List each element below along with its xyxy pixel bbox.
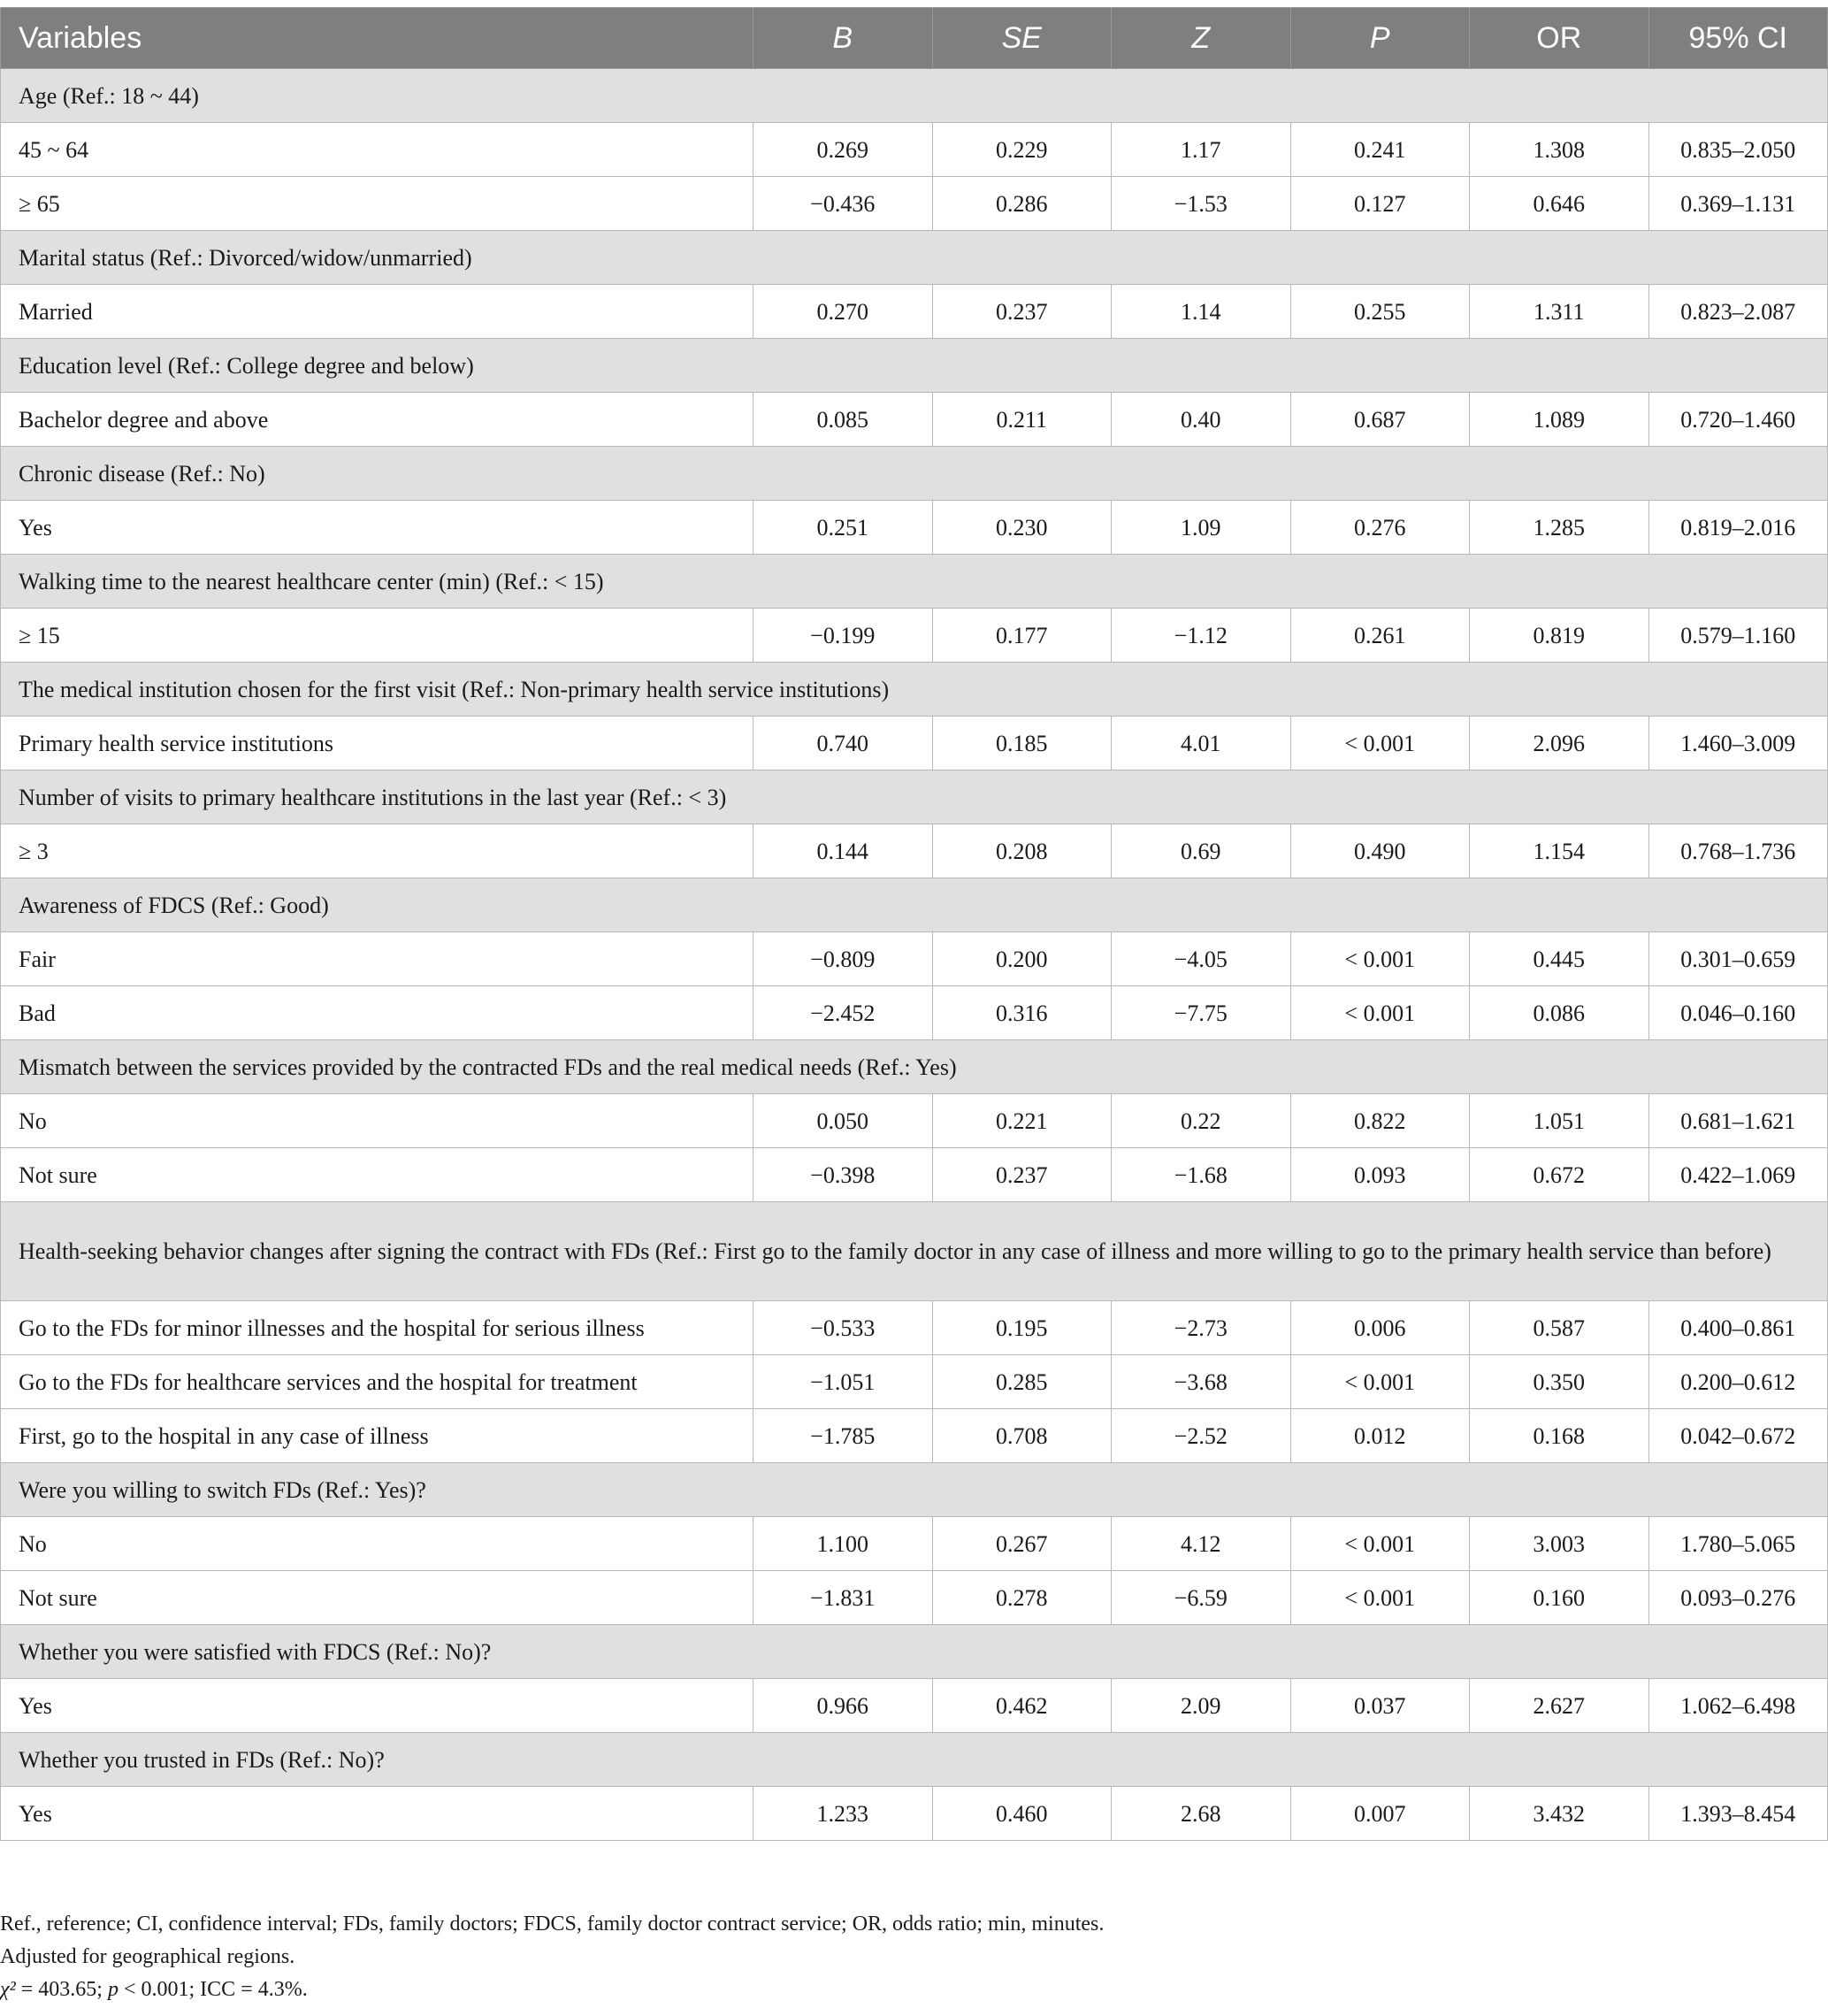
b-cell: −0.436: [753, 177, 933, 231]
b-cell: −1.831: [753, 1571, 933, 1625]
or-cell: 0.819: [1470, 609, 1649, 663]
ci-cell: 0.400–0.861: [1648, 1301, 1828, 1355]
table-group-row: [1, 231, 1828, 285]
b-cell: −0.809: [753, 932, 933, 986]
table-row: [1, 824, 1828, 878]
or-cell: 1.308: [1470, 123, 1649, 177]
z-cell: 1.14: [1112, 285, 1291, 339]
b-cell: 0.270: [753, 285, 933, 339]
se-cell: 0.230: [932, 501, 1112, 555]
z-cell: −4.05: [1112, 932, 1291, 986]
footnote-abbreviations: Ref., reference; CI, confidence interval; FDs, family doctors; FDCS, family doctor contract service; OR, odds ratio; min, minutes.: [0, 1913, 1105, 1936]
p-cell: < 0.001: [1290, 932, 1470, 986]
ci-cell: 0.093–0.276: [1648, 1571, 1828, 1625]
b-cell: 0.251: [753, 501, 933, 555]
table-footnotes: [0, 1908, 1104, 2006]
or-cell: 1.311: [1470, 285, 1649, 339]
variable-cell: 45 ~ 64: [1, 123, 753, 177]
z-cell: 2.68: [1112, 1787, 1291, 1841]
ci-cell: 0.823–2.087: [1648, 285, 1828, 339]
p-cell: < 0.001: [1290, 717, 1470, 770]
or-cell: 2.096: [1470, 717, 1649, 770]
ci-cell: 0.200–0.612: [1648, 1355, 1828, 1409]
table-row: [1, 609, 1828, 663]
b-cell: 0.269: [753, 123, 933, 177]
ci-cell: 0.301–0.659: [1648, 932, 1828, 986]
variable-cell: Primary health service institutions: [1, 717, 753, 770]
se-cell: 0.267: [932, 1517, 1112, 1571]
chi-square-value: = 403.65;: [15, 1978, 108, 2001]
table-group-row: [1, 1733, 1828, 1787]
table-row: [1, 717, 1828, 770]
z-cell: −3.68: [1112, 1355, 1291, 1409]
table-group-row: [1, 1625, 1828, 1679]
chi-square-symbol: χ²: [0, 1978, 16, 2001]
or-cell: 0.160: [1470, 1571, 1649, 1625]
group-label: Education level (Ref.: College degree and below): [1, 339, 1828, 393]
p-cell: < 0.001: [1290, 986, 1470, 1040]
group-label: Awareness of FDCS (Ref.: Good): [1, 878, 1828, 932]
p-cell: 0.007: [1290, 1787, 1470, 1841]
table-row: [1, 1409, 1828, 1463]
header-b: B: [753, 8, 933, 69]
p-cell: 0.490: [1290, 824, 1470, 878]
se-cell: 0.278: [932, 1571, 1112, 1625]
ci-cell: 1.780–5.065: [1648, 1517, 1828, 1571]
group-label: Number of visits to primary healthcare institutions in the last year (Ref.: < 3): [1, 770, 1828, 824]
or-cell: 0.672: [1470, 1148, 1649, 1202]
b-cell: −0.398: [753, 1148, 933, 1202]
table-group-row: [1, 1040, 1828, 1094]
b-cell: 0.740: [753, 717, 933, 770]
b-cell: −0.533: [753, 1301, 933, 1355]
p-cell: 0.822: [1290, 1094, 1470, 1148]
footnote-stats: [0, 1974, 1104, 2006]
group-label: Health-seeking behavior changes after signing the contract with FDs (Ref.: First go to the family doctor in any case of illness and more willing to go to the primary health service than before): [1, 1202, 1828, 1301]
b-cell: 1.233: [753, 1787, 933, 1841]
variable-cell: Not sure: [1, 1571, 753, 1625]
p-cell: 0.255: [1290, 285, 1470, 339]
ci-cell: 1.393–8.454: [1648, 1787, 1828, 1841]
b-cell: −0.199: [753, 609, 933, 663]
se-cell: 0.316: [932, 986, 1112, 1040]
table-group-row: [1, 69, 1828, 123]
se-cell: 0.185: [932, 717, 1112, 770]
p-cell: < 0.001: [1290, 1517, 1470, 1571]
group-label: Were you willing to switch FDs (Ref.: Yes)?: [1, 1463, 1828, 1517]
variable-cell: ≥ 3: [1, 824, 753, 878]
se-cell: 0.708: [932, 1409, 1112, 1463]
table-group-row: [1, 339, 1828, 393]
p-cell: 0.037: [1290, 1679, 1470, 1733]
table-group-row: [1, 770, 1828, 824]
b-cell: 1.100: [753, 1517, 933, 1571]
header-z: Z: [1112, 8, 1291, 69]
z-cell: −7.75: [1112, 986, 1291, 1040]
or-cell: 0.646: [1470, 177, 1649, 231]
table-row: [1, 285, 1828, 339]
variable-cell: First, go to the hospital in any case of illness: [1, 1409, 753, 1463]
variable-cell: ≥ 65: [1, 177, 753, 231]
or-cell: 1.089: [1470, 393, 1649, 447]
se-cell: 0.177: [932, 609, 1112, 663]
z-cell: 2.09: [1112, 1679, 1291, 1733]
p-cell: < 0.001: [1290, 1355, 1470, 1409]
z-cell: 0.22: [1112, 1094, 1291, 1148]
b-cell: 0.966: [753, 1679, 933, 1733]
variable-cell: No: [1, 1094, 753, 1148]
variable-cell: Yes: [1, 1787, 753, 1841]
ci-cell: 0.579–1.160: [1648, 609, 1828, 663]
table-group-row: [1, 447, 1828, 501]
regression-table-container: [0, 7, 1827, 1841]
table-row: [1, 986, 1828, 1040]
variable-cell: ≥ 15: [1, 609, 753, 663]
se-cell: 0.237: [932, 285, 1112, 339]
table-group-row: [1, 555, 1828, 609]
table-row: [1, 1517, 1828, 1571]
or-cell: 1.051: [1470, 1094, 1649, 1148]
table-row: [1, 1787, 1828, 1841]
variable-cell: Go to the FDs for minor illnesses and the hospital for serious illness: [1, 1301, 753, 1355]
p-cell: 0.687: [1290, 393, 1470, 447]
se-cell: 0.285: [932, 1355, 1112, 1409]
p-cell: 0.127: [1290, 177, 1470, 231]
se-cell: 0.460: [932, 1787, 1112, 1841]
b-cell: −1.785: [753, 1409, 933, 1463]
z-cell: −2.73: [1112, 1301, 1291, 1355]
b-cell: −2.452: [753, 986, 933, 1040]
header-or: OR: [1470, 8, 1649, 69]
p-cell: 0.276: [1290, 501, 1470, 555]
variable-cell: Bad: [1, 986, 753, 1040]
z-cell: −1.53: [1112, 177, 1291, 231]
z-cell: −1.68: [1112, 1148, 1291, 1202]
or-cell: 0.086: [1470, 986, 1649, 1040]
se-cell: 0.237: [932, 1148, 1112, 1202]
p-cell: 0.241: [1290, 123, 1470, 177]
ci-cell: 0.768–1.736: [1648, 824, 1828, 878]
variable-cell: Bachelor degree and above: [1, 393, 753, 447]
p-cell: 0.261: [1290, 609, 1470, 663]
se-cell: 0.286: [932, 177, 1112, 231]
table-group-row: [1, 878, 1828, 932]
p-cell: 0.012: [1290, 1409, 1470, 1463]
group-label: Mismatch between the services provided by the contracted FDs and the real medical needs (Ref.: Yes): [1, 1040, 1828, 1094]
group-label: Age (Ref.: 18 ~ 44): [1, 69, 1828, 123]
header-row: [1, 8, 1828, 69]
stats-rest: < 0.001; ICC = 4.3%.: [118, 1978, 308, 2001]
p-cell: 0.093: [1290, 1148, 1470, 1202]
se-cell: 0.211: [932, 393, 1112, 447]
z-cell: 0.69: [1112, 824, 1291, 878]
b-cell: −1.051: [753, 1355, 933, 1409]
table-row: [1, 177, 1828, 231]
or-cell: 3.003: [1470, 1517, 1649, 1571]
table-row: [1, 501, 1828, 555]
variable-cell: No: [1, 1517, 753, 1571]
z-cell: 1.17: [1112, 123, 1291, 177]
b-cell: 0.050: [753, 1094, 933, 1148]
table-group-row: [1, 1463, 1828, 1517]
table-group-row: [1, 1202, 1828, 1301]
header-se: SE: [932, 8, 1112, 69]
or-cell: 3.432: [1470, 1787, 1649, 1841]
or-cell: 1.285: [1470, 501, 1649, 555]
table-row: [1, 932, 1828, 986]
z-cell: 1.09: [1112, 501, 1291, 555]
se-cell: 0.195: [932, 1301, 1112, 1355]
ci-cell: 1.062–6.498: [1648, 1679, 1828, 1733]
group-label: Whether you were satisfied with FDCS (Ref.: No)?: [1, 1625, 1828, 1679]
or-cell: 0.350: [1470, 1355, 1649, 1409]
table-row: [1, 1571, 1828, 1625]
ci-cell: 0.046–0.160: [1648, 986, 1828, 1040]
ci-cell: 1.460–3.009: [1648, 717, 1828, 770]
z-cell: −1.12: [1112, 609, 1291, 663]
header-ci: 95% CI: [1648, 8, 1828, 69]
table-row: [1, 1094, 1828, 1148]
table-body: [1, 69, 1828, 1841]
table-header: [1, 8, 1828, 69]
p-cell: < 0.001: [1290, 1571, 1470, 1625]
p-cell: 0.006: [1290, 1301, 1470, 1355]
table-row: [1, 393, 1828, 447]
footnote-adjusted: Adjusted for geographical regions.: [0, 1945, 295, 1968]
header-variables: Variables: [1, 8, 753, 69]
ci-cell: 0.681–1.621: [1648, 1094, 1828, 1148]
group-label: Chronic disease (Ref.: No): [1, 447, 1828, 501]
table-group-row: [1, 663, 1828, 717]
or-cell: 0.587: [1470, 1301, 1649, 1355]
ci-cell: 0.369–1.131: [1648, 177, 1828, 231]
group-label: Marital status (Ref.: Divorced/widow/unmarried): [1, 231, 1828, 285]
z-cell: 0.40: [1112, 393, 1291, 447]
se-cell: 0.208: [932, 824, 1112, 878]
b-cell: 0.085: [753, 393, 933, 447]
z-cell: 4.12: [1112, 1517, 1291, 1571]
table-row: [1, 1301, 1828, 1355]
table-row: [1, 1355, 1828, 1409]
regression-table: [0, 7, 1828, 1841]
variable-cell: Yes: [1, 501, 753, 555]
ci-cell: 0.819–2.016: [1648, 501, 1828, 555]
ci-cell: 0.422–1.069: [1648, 1148, 1828, 1202]
z-cell: −6.59: [1112, 1571, 1291, 1625]
ci-cell: 0.720–1.460: [1648, 393, 1828, 447]
se-cell: 0.200: [932, 932, 1112, 986]
table-row: [1, 1679, 1828, 1733]
variable-cell: Fair: [1, 932, 753, 986]
group-label: Whether you trusted in FDs (Ref.: No)?: [1, 1733, 1828, 1787]
se-cell: 0.229: [932, 123, 1112, 177]
ci-cell: 0.042–0.672: [1648, 1409, 1828, 1463]
variable-cell: Go to the FDs for healthcare services and the hospital for treatment: [1, 1355, 753, 1409]
group-label: The medical institution chosen for the first visit (Ref.: Non-primary health service institutions): [1, 663, 1828, 717]
p-symbol: p: [107, 1978, 119, 2001]
group-label: Walking time to the nearest healthcare center (min) (Ref.: < 15): [1, 555, 1828, 609]
variable-cell: Not sure: [1, 1148, 753, 1202]
ci-cell: 0.835–2.050: [1648, 123, 1828, 177]
or-cell: 1.154: [1470, 824, 1649, 878]
se-cell: 0.221: [932, 1094, 1112, 1148]
z-cell: −2.52: [1112, 1409, 1291, 1463]
or-cell: 0.168: [1470, 1409, 1649, 1463]
se-cell: 0.462: [932, 1679, 1112, 1733]
table-row: [1, 123, 1828, 177]
header-p: P: [1290, 8, 1470, 69]
z-cell: 4.01: [1112, 717, 1291, 770]
or-cell: 0.445: [1470, 932, 1649, 986]
or-cell: 2.627: [1470, 1679, 1649, 1733]
variable-cell: Married: [1, 285, 753, 339]
table-row: [1, 1148, 1828, 1202]
b-cell: 0.144: [753, 824, 933, 878]
variable-cell: Yes: [1, 1679, 753, 1733]
